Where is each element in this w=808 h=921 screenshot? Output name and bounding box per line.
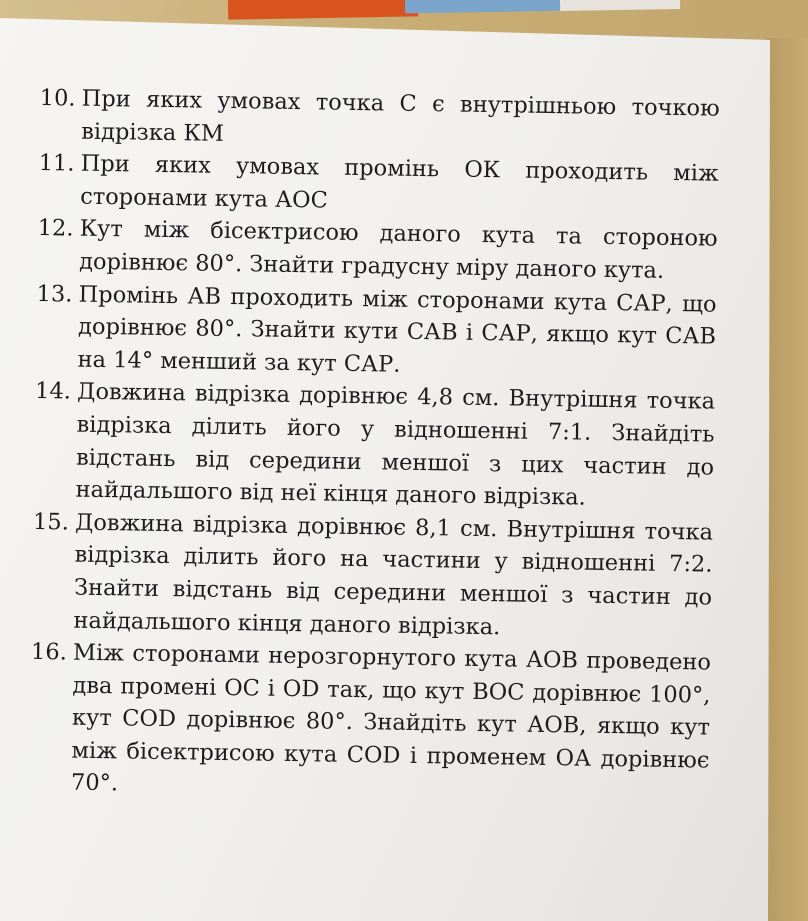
- background-book-red: [228, 0, 418, 20]
- problem-text: [75, 376, 715, 516]
- problem-line: дорівнює 80°. Знайти градусну міру даного кута.: [78, 248, 665, 284]
- problem-line: сторонами кута АОС: [80, 183, 329, 214]
- problem-line: дорівнює 80°. Знайти кути САВ і САР, якщо кут САВ: [77, 313, 717, 350]
- background-book-light: [560, 0, 680, 11]
- problem-line: Довжина відрізка дорівнює 8,1 см. Внутрішня точка: [74, 509, 714, 546]
- problem-number: 15.: [32, 508, 70, 536]
- problem-text: [73, 506, 713, 646]
- problem-line: найдальшого кінця даного відрізка.: [73, 607, 501, 640]
- problem-line: Промінь АВ проходить між сторонами кута САР, що: [78, 281, 717, 318]
- problem-text: [81, 83, 720, 158]
- problem-16: [29, 636, 711, 810]
- problem-12: [37, 212, 718, 288]
- problem-line: кут COD дорівнює 80°. Знайдіть кут АОВ, якщо кут: [71, 704, 711, 741]
- problem-line: відстань від середини меншої з цих частин до: [75, 444, 715, 481]
- problem-line: два промені ОС і OD так, що кут ВОС дорівнює 100°,: [72, 672, 711, 709]
- problem-number: 16.: [30, 639, 68, 666]
- problem-line: 70°.: [70, 770, 119, 797]
- problem-line: Знайти відстань від середини меншої з частин до: [73, 574, 713, 611]
- problem-text: [77, 278, 716, 386]
- problem-number: 14.: [34, 378, 72, 405]
- problem-text: [80, 148, 719, 223]
- problem-line: між бісектрисою кута COD і променем ОА дорівнює: [71, 737, 710, 774]
- problem-text: [71, 637, 711, 810]
- problem-line: При яких умовах точка С є внутрішньою точкою: [81, 85, 720, 122]
- problem-line: При яких умовах промінь ОК проходить між: [80, 150, 719, 187]
- problem-15: [31, 506, 713, 647]
- problem-number: 13.: [36, 280, 73, 308]
- problem-number: 11.: [38, 150, 75, 177]
- table-surface: [766, 38, 808, 921]
- problem-number: 10.: [39, 84, 76, 112]
- problem-number: 12.: [37, 215, 74, 242]
- problem-line: відрізка ділить його на частини у відношенні 7:2.: [74, 541, 713, 578]
- problem-line: Довжина відрізка дорівнює 4,8 см. Внутрішня точка: [76, 378, 716, 415]
- problem-line: відрізка ділить його у відношенні 7:1. Знайдіть: [76, 411, 715, 448]
- problem-line: відрізка КМ: [81, 118, 225, 147]
- problem-line: найдальшого від неї кінця даного відрізка.: [75, 476, 587, 511]
- problem-10: [39, 82, 720, 158]
- problem-line: Кут між бісектрисою даного кута та стороною: [79, 216, 718, 253]
- problem-text: [79, 213, 718, 288]
- problem-14: [33, 375, 715, 516]
- problem-line: Між сторонами нерозгорнутого кута АОВ проведено: [72, 639, 712, 676]
- problem-13: [35, 278, 716, 386]
- problem-list: [29, 82, 720, 810]
- problem-11: [38, 147, 719, 223]
- problem-line: на 14° менший за кут САР.: [77, 346, 401, 378]
- background-book-blue: [405, 0, 565, 13]
